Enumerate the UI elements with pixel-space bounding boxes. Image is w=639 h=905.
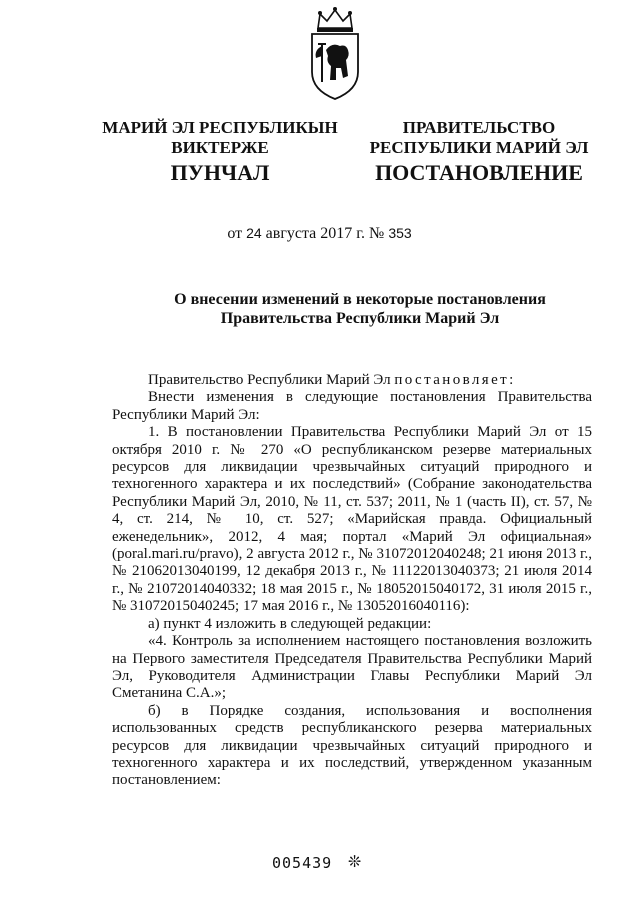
body-p1-spaced: постановляет: bbox=[394, 372, 516, 388]
body-p1-main: Правительство Республики Марий Эл bbox=[148, 372, 391, 388]
header-right-line2: РЕСПУБЛИКИ МАРИЙ ЭЛ bbox=[369, 138, 589, 157]
date-day: 24 bbox=[246, 225, 262, 241]
date-line bbox=[0, 225, 639, 243]
body-paragraph-5: «4. Контроль за исполнением настоящего постановления возложить на Первого заместителя Председателя Правительства Республики Марий Эл, Руководителя Администрации Главы Республики Марий Эл Сметанина С.А.»; bbox=[112, 633, 592, 702]
header-left-line2: ВИКТЕРЖЕ bbox=[171, 138, 269, 157]
document-type-left: ПУНЧАЛ bbox=[170, 160, 270, 185]
date-month-year: августа 2017 г. № bbox=[265, 225, 385, 242]
header-right-line1: ПРАВИТЕЛЬСТВО bbox=[402, 118, 556, 137]
asterism-icon: ❊ bbox=[348, 852, 362, 871]
serial-number: 005439 bbox=[272, 854, 333, 872]
document-number: 353 bbox=[388, 225, 412, 241]
document-type-right: ПОСТАНОВЛЕНИЕ bbox=[375, 160, 583, 185]
title-line1: О внесении изменений в некоторые постановления bbox=[174, 291, 546, 308]
header-right-organization bbox=[358, 118, 600, 158]
date-prefix: от bbox=[227, 225, 243, 242]
body-paragraph-2: Внести изменения в следующие постановления Правительства Республики Марий Эл: bbox=[112, 389, 592, 423]
body-paragraph-4: а) пункт 4 изложить в следующей редакции: bbox=[148, 615, 432, 632]
body-paragraph-3: 1. В постановлении Правительства Республики Марий Эл от 15 октября 2010 г. № 270 «О республиканском резерве материальных ресурсов для ликвидации чрезвычайных ситуаций природного и техногенного характера и их последствий» (Собрание законодательства Республики Марий Эл, 2010, № 11, ст. 537; 2011, № 1 (часть II), ст. 57, № 4, ст. 214, № 10, ст. 527; «Марийская правда. Официальный еженедельник», 2012, 4 мая; портал «Марий Эл официальная» (poral.mari.ru/pravo), 2 августа 2012 г., № 31072012040248; 21 июня 2013 г., № 21062013040199, 12 декабря 2013 г., № 11122013040373; 21 июля 2014 г., № 21072014040332; 18 мая 2015 г., № 18052015040172, 31 июля 2015 г., № 31072015040245; 17 мая 2016 г., № 13052016040116): bbox=[112, 424, 592, 615]
body-paragraph-6: б) в Порядке создания, использования и восполнения использованных средств республиканского резерва материальных ресурсов для ликвидации чрезвычайных ситуаций природного и техногенного характера и их последствий, утвержденном указанным постановлением: bbox=[112, 702, 592, 789]
coat-of-arms-emblem bbox=[296, 6, 374, 102]
header-left-organization bbox=[100, 118, 340, 158]
document-title bbox=[100, 290, 620, 328]
title-line2: Правительства Республики Марий Эл bbox=[220, 310, 500, 327]
header-left-line1: МАРИЙ ЭЛ РЕСПУБЛИКЫН bbox=[102, 118, 338, 137]
body-paragraph-1 bbox=[112, 372, 592, 389]
document-body bbox=[112, 372, 592, 790]
